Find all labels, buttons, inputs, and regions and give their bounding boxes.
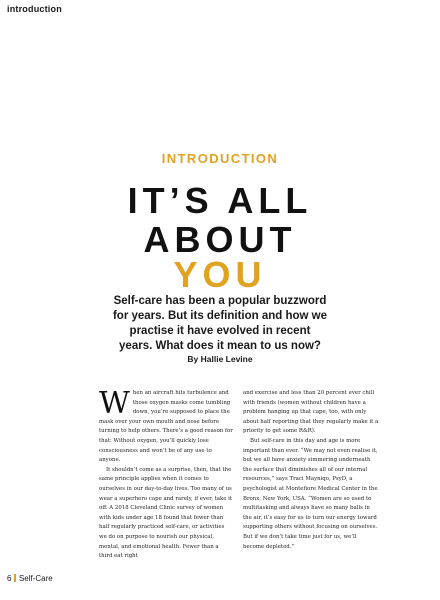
body-paragraph: and exercise and less than 20 percent ever chill with friends (women without children have a problem hanging up that cape, too, with only about half reporting that they regularly make it a priority to get some R&R). [243, 390, 379, 435]
page-folio [7, 574, 53, 583]
body-column-left [99, 386, 233, 562]
article-kicker: INTRODUCTION [161, 151, 279, 166]
title-line-2: ABOUT [143, 219, 297, 260]
paragraph-text: hen an aircraft hits turbulence and those oxygen masks come tumbling down, you’re supposed to place the mask over your own mouth and nose before turning to help others. There’s a good reason for that: Without oxygen, you’ll quickly lose consciousness and won’t be of any use to anyone. [99, 390, 233, 464]
body-paragraph: It shouldn’t come as a surprise, then, that the same principle applies when it comes to ourselves in our day-to-day lives. Too many of us wear a superhero cape and rarely, if ever, take it off. A 2018 Cleveland Clinic survey of women with kids under age 18 found that fewer than half regularly practiced self-care, or activities we do on purpose to nourish our physical, mental, and emotional health. Fewer than a third eat right [99, 466, 233, 560]
body-paragraph: But self-care in this day and age is more important than ever. “We may not even realise it, but we all have anxiety simmering underneath the surface that diminishes all of our internal resources,” says Traci Mayniqo, PsyD, a psychologist at Montefiore Medical Center in the Bronx, New York, USA. “Women are so used to multitasking and always have so many balls in the air, it’s easy for us to turn our energy toward supporting others without focusing on ourselves. But if we don’t take time just for us, we’ll become depleted.” [243, 437, 378, 550]
standfirst: Self-care has been a popular buzzword for years. But its definition and how we practise it have evolved in recent years. What does it mean to us now? [112, 295, 328, 352]
body-paragraph [99, 386, 233, 466]
title-line-3: YOU [173, 254, 267, 295]
title-line-1: IT’S ALL [127, 180, 313, 221]
folio-section-name: Self-Care [18, 574, 53, 583]
folio-divider [14, 574, 16, 582]
page-number: 6 [7, 574, 12, 583]
drop-cap: W [99, 386, 130, 421]
section-label: introduction [7, 4, 62, 14]
byline: By Hallie Levine [187, 354, 253, 364]
body-column-right [243, 389, 379, 552]
